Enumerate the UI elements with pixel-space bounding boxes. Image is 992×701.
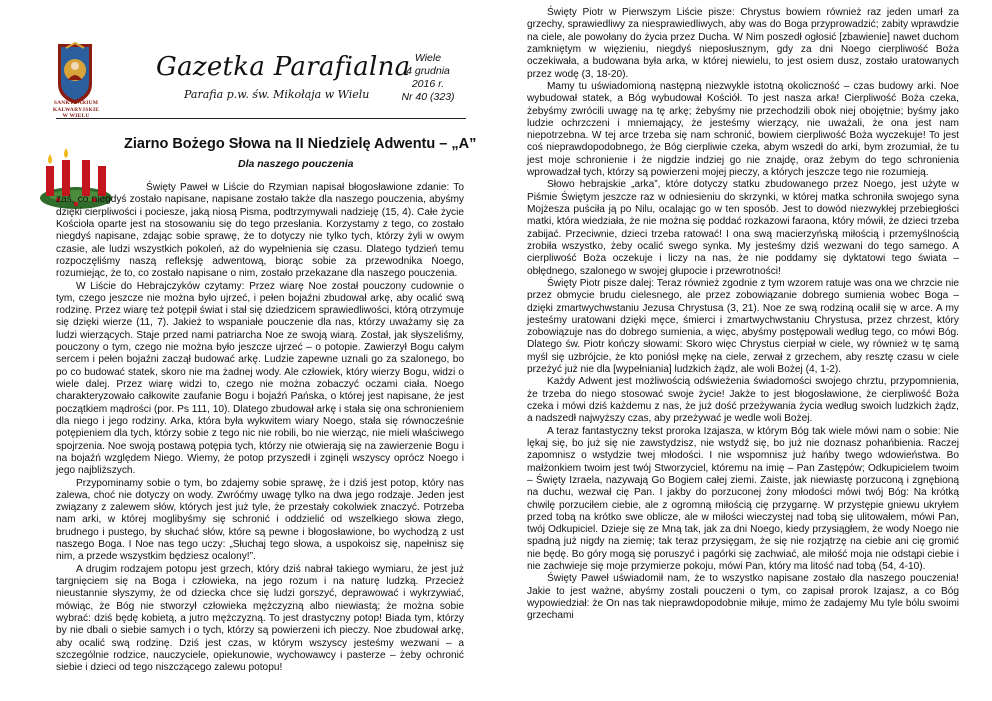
right-column-text [527, 7, 959, 623]
article-title: Ziarno Bożego Słowa na II Niedzielę Adwentu – „A” [124, 136, 477, 152]
parish-name: Parafia p.w. św. Mikołaja w Wielu [184, 88, 370, 101]
masthead-divider [56, 118, 466, 119]
paragraph: Każdy Adwent jest możliwością odświeżenia świadomości swojego chrztu, przypomnienia, że trzeba do niego stosować swoje życie! Jakże to jest błogosławione, że cierpliwość Boża czeka i mówi dziś każdemu z nas, że już dość przeżywania życia według swoich ludzkich żądz, a nadszedł najwyższy czas, aby przeżywać je wedle woli Bożej. [527, 376, 959, 425]
paragraph: Mamy tu uświadomioną następną niezwykle istotną okoliczność – czas budowy arki. Noe wybudował statek, a Bóg wybudował Kościół. To jest nasza arka! Cierpliwość Boża czeka, żebyśmy zwrócili uwagę na tę arkę; żebyśmy nie przechodzili obok niej obojętnie; byśmy jako ludzie ochrzczeni i mniemający, że jesteśmy wierzący, nie uważali, że ona jest nam niepotrzebna. W tej arce trzeba się nam schronić, bowiem cierpliwość Boża wyczekuje! To jest coś nieprawdopodobnego, że Bóg cierpliwie czeka, abym wszedł do arki, bym zrozumiał, że tu jest moje schronienie i że nigdzie indziej go nie znajdę, oraz żebym do tego schronienia wprowadzał tych, którzy są powierzeni mojej pieczy, a których jeszcze tego nie rozumieją. [527, 80, 959, 179]
paragraph: Święty Piotr pisze dalej: Teraz również zgodnie z tym wzorem ratuje was ona we chrzcie nie przez obmycie brudu cielesnego, ale przez zobowiązanie dobrego sumienia wobec Boga – dzięki zmartwychwstaniu Jezusa Chrystusa (3, 21). Noe ze swą rodziną ocalił się w arce. A my jesteśmy uratowani dzięki męce, śmierci i zmartwychwstaniu Chrystusa, przez chrzest, który zobowiązuje nas do dobrego sumienia, a więc, abyśmy postępowali według tego, co mówi Bóg. Dlatego św. Piotr kończy słowami: Skoro więc Chrystus cierpiał w ciele, wy również w tę samą myśl się uzbrójcie, że kto poniósł mękę na ciele, zerwał z grzechem, aby resztę czasu w ciele przeżyć już nie dla [wypełniania] ludzkich żądz, ale woli Bożej (4, 1-2). [527, 277, 959, 376]
issue-number: Nr 40 (323) [401, 91, 455, 103]
paragraph: Święty Piotr w Pierwszym Liście pisze: Chrystus bowiem również raz jeden umarł za grzechy, sprawiedliwy za niesprawiedliwych, aby was do Boga przyprowadzić; zabity wprawdzie na ciele, ale powołany do życia przez Ducha. W Nim poszedł ogłosić [zbawienie] nawet duchom zamkniętym w więzieniu, niegdyś nieposłusznym, gdy za dni Noego cierpliwość Boża oczekiwała, a budowana była arka, w której niewielu, to jest osiem dusz, zostało uratowanych przez wodę (3, 18-20). [527, 7, 959, 80]
issue-place: Wiele [414, 52, 442, 64]
paragraph: Święty Paweł uświadomił nam, że to wszystko napisane zostało dla naszego pouczenia! Jakie to jest ważne, abyśmy zostali pouczeni o tym, co zapisał prorok Izajasz, a co Bóg wypowiedział: że On nas tak nieprawdopodobnie miłuje, mimo że zadajemy Mu tyle bólu swoimi grzechami [527, 573, 959, 622]
issue-info [398, 52, 458, 104]
paragraph: Przypominamy sobie o tym, bo zdajemy sobie sprawę, że i dziś jest potop, który nas zalewa, choć nie dotyczy on wody. Zwróćmy uwagę tylko na dwa jego rodzaje. Jeden jest związany z zalewem słów, których jest już tyle, że przestały cokolwiek znaczyć. Potrzeba nam arki, w której moglibyśmy się schronić i oddzielić od wszelkiego słowa złego, brudnego i pustego, by słuchać słów, które są pewne i błogosławione, bo wychodzą z ust naszego Boga. I Noe nas tego uczy: „Słuchaj tego słowa, a uspokoisz się, napełnisz się nim, a przede wszystkim będziesz ocalony!”. [56, 477, 464, 563]
paragraph: A drugim rodzajem potopu jest grzech, który dziś nabrał takiego wymiaru, że jest już targnięciem się na Boga i człowieka, na jego rozum i na naturę ludzką. Przecież nieustannie słyszymy, że od dziecka chce się ludzi gorszyć, deprawować i wykrzywiać, mówiąc, że Bóg nie stworzył człowieka mężczyzną albo niewiastą; że można sobie wybrać: dziś będę kobietą, a jutro mężczyzną. To jest drastyczny potop! Biada tym, którzy by nie dbali o siebie samych i o tych, którzy są powierzeni ich pieczy. Noe zbudował arkę, aby ocalić swą rodzinę. Dziś jest czas, w którym wszyscy jesteśmy wezwani – a szczególnie rodzice, nauczyciele, opiekunowie, wychowawcy i pasterze – żeby ochronić siebie i dzieci od tego niszczącego zalewu potopu! [56, 563, 464, 674]
paragraph: Słowo hebrajskie „arka”, które dotyczy statku zbudowanego przez Noego, jest użyte w Piśmie Świętym jeszcze raz w odniesieniu do skrzynki, w której matka schroniła swojego syna Mojżesza puściła ją po Nilu, ocalając go w ten sposób. Jest to dowód niezwykłej przebiegłości matki, która wiedziała, że nie można się poddać rozkazowi faraona, który mówił, że dzieci trzeba zabijać. Przeciwnie, dzieci trzeba ratować! I ona swą macierzyńską miłością i przemyślnością zrobiła wszystko, żeby ocalić swego synka. My jesteśmy dziś wezwani do tego samego. A cierpliwość Boża oczekuje i liczy na nas, że nie poddamy się dyktatowi tego świata – obłędnego, szalonego w swojej głupocie i przewrotności! [527, 179, 959, 277]
newsletter-title: Gazetka Parafialna [156, 52, 411, 82]
issue-year: 2016 r. [411, 78, 445, 90]
paragraph: Święty Paweł w Liście do Rzymian napisał błogosławione zdanie: To zaś, co niegdyś zostało napisane, napisane zostało także dla naszego pouczenia, abyśmy dzięki cierpliwości i pociesze, jaką niosą Pisma, podtrzymywali nadzieję (15, 4). Całe życie Kościoła oparte jest na stosowaniu się do tego przesłania. Korzystamy z tego, co zostało niegdyś napisane, zdając sobie sprawę, że to dotyczy nie tylko tych, którzy żyli w owym czasie, ale ludzi wszystkich pokoleń, aż do wypełnienia się czasu. Dlatego tydzień temu rozpoczęliśmy naszą refleksję adwentową, biorąc sobie za przewodnika Noego, rozumiejąc, że to, co zostało napisane o nim, zostało przekazane dla naszego pouczenia. [56, 182, 464, 280]
left-column-text [56, 182, 464, 675]
paragraph: A teraz fantastyczny tekst proroka Izajasza, w którym Bóg tak wiele mówi nam o sobie: Nie lękaj się, bo już się nie zawstydzisz, nie wstydź się, bo już nie doznasz pohańbienia. Raczej zapomnisz o wstydzie twej młodości. I nie wspomnisz już hańby twego wdowieństwa. Bo małżonkiem twoim jest twój Stworzyciel, któremu na imię – Pan Zastępów; Odkupicielem twoim – Święty Izraela, nazywają Go Bogiem całej ziemi. Zaiste, jak niewiastę porzuconą i zgnębioną na duchu, wezwał cię Pan. I jakby do porzuconej żony młodości mówi twój Bóg: Na krótką chwilę porzuciłem ciebie, ale z ogromną miłością cię przygarnę. W przystępie gniewu ukryłem przed tobą na krótko swe oblicze, ale w miłości wieczystej nad tobą się ulitowałem, mówi Pan, twój Odkupiciel. Dzieje się ze Mną tak, jak za dni Noego, kiedy przysiągłem, że wody Noego nie spadną już nigdy na ziemię; tak teraz przysięgam, że się nie rozjątrzę na ciebie ani cię gromić nie będę. Bo góry mogą się poruszyć i pagórki się zachwiać, ale miłość moja nie odstąpi ciebie i nie zachwieje się moje przymierze pokoju, mówi Pan, który ma litość nad tobą (54, 4-10). [527, 425, 959, 573]
issue-date: 4 grudnia [406, 65, 450, 77]
right-page [496, 0, 992, 701]
paragraph: W Liście do Hebrajczyków czytamy: Przez wiarę Noe został pouczony cudownie o tym, czego jeszcze nie można było ujrzeć, i pełen bojaźni zbudował arkę, aby ocalić swą rodzinę. Przez wiarę też potępił świat i stał się dziedzicem sprawiedliwości, którą otrzymuje się dzięki wierze (11, 7). Jakież to wspaniałe pouczenie dla nas, którzy uważamy się za ludzi wierzących. Staje przed nami patriarcha Noe ze swoją wiarą. Został, jak słyszeliśmy, pouczony o tym, czego nie można było jeszcze ujrzeć – o potopie. Zawierzył Bogu całym sercem i pełen bojaźni zaczął budować arkę. Ludzie zapewne uznali go za szalonego, bo po co budować statek, skoro nie ma żadnej wody. Ale człowiek, który wierzy Bogu, widzi o wiele dalej. Przez wiarę widzi to, czego nie można zobaczyć oczami ciała. Noego charakteryzowało całkowite zaufanie Bogu i bojaźń Pańska, o której jest napisane, że jest początkiem mądrości (por. Ps 111, 10). Dlatego zbudował arkę i stała się ona schronieniem dla niego i jego rodziny. Arka, która była wykwitem wiary Noego, stała się równocześnie potępieniem dla tych, którzy sobie z tego nic nie robili, bo nie wierząc, nie mieli właściwego spojrzenia. Noe swoją postawą potępia tych, którzy nie otwierają się na zawierzenie Bogu i na bojaźń względem Niego. Wiemy, że potop przyszedł i zginęli wszyscy oprócz Noego i jego najbliższych. [56, 280, 464, 477]
article-subtitle: Dla naszego pouczenia [238, 158, 354, 170]
logo-caption: SANKTUARIUM KALWARYJSKIE W WIELU [52, 100, 100, 119]
